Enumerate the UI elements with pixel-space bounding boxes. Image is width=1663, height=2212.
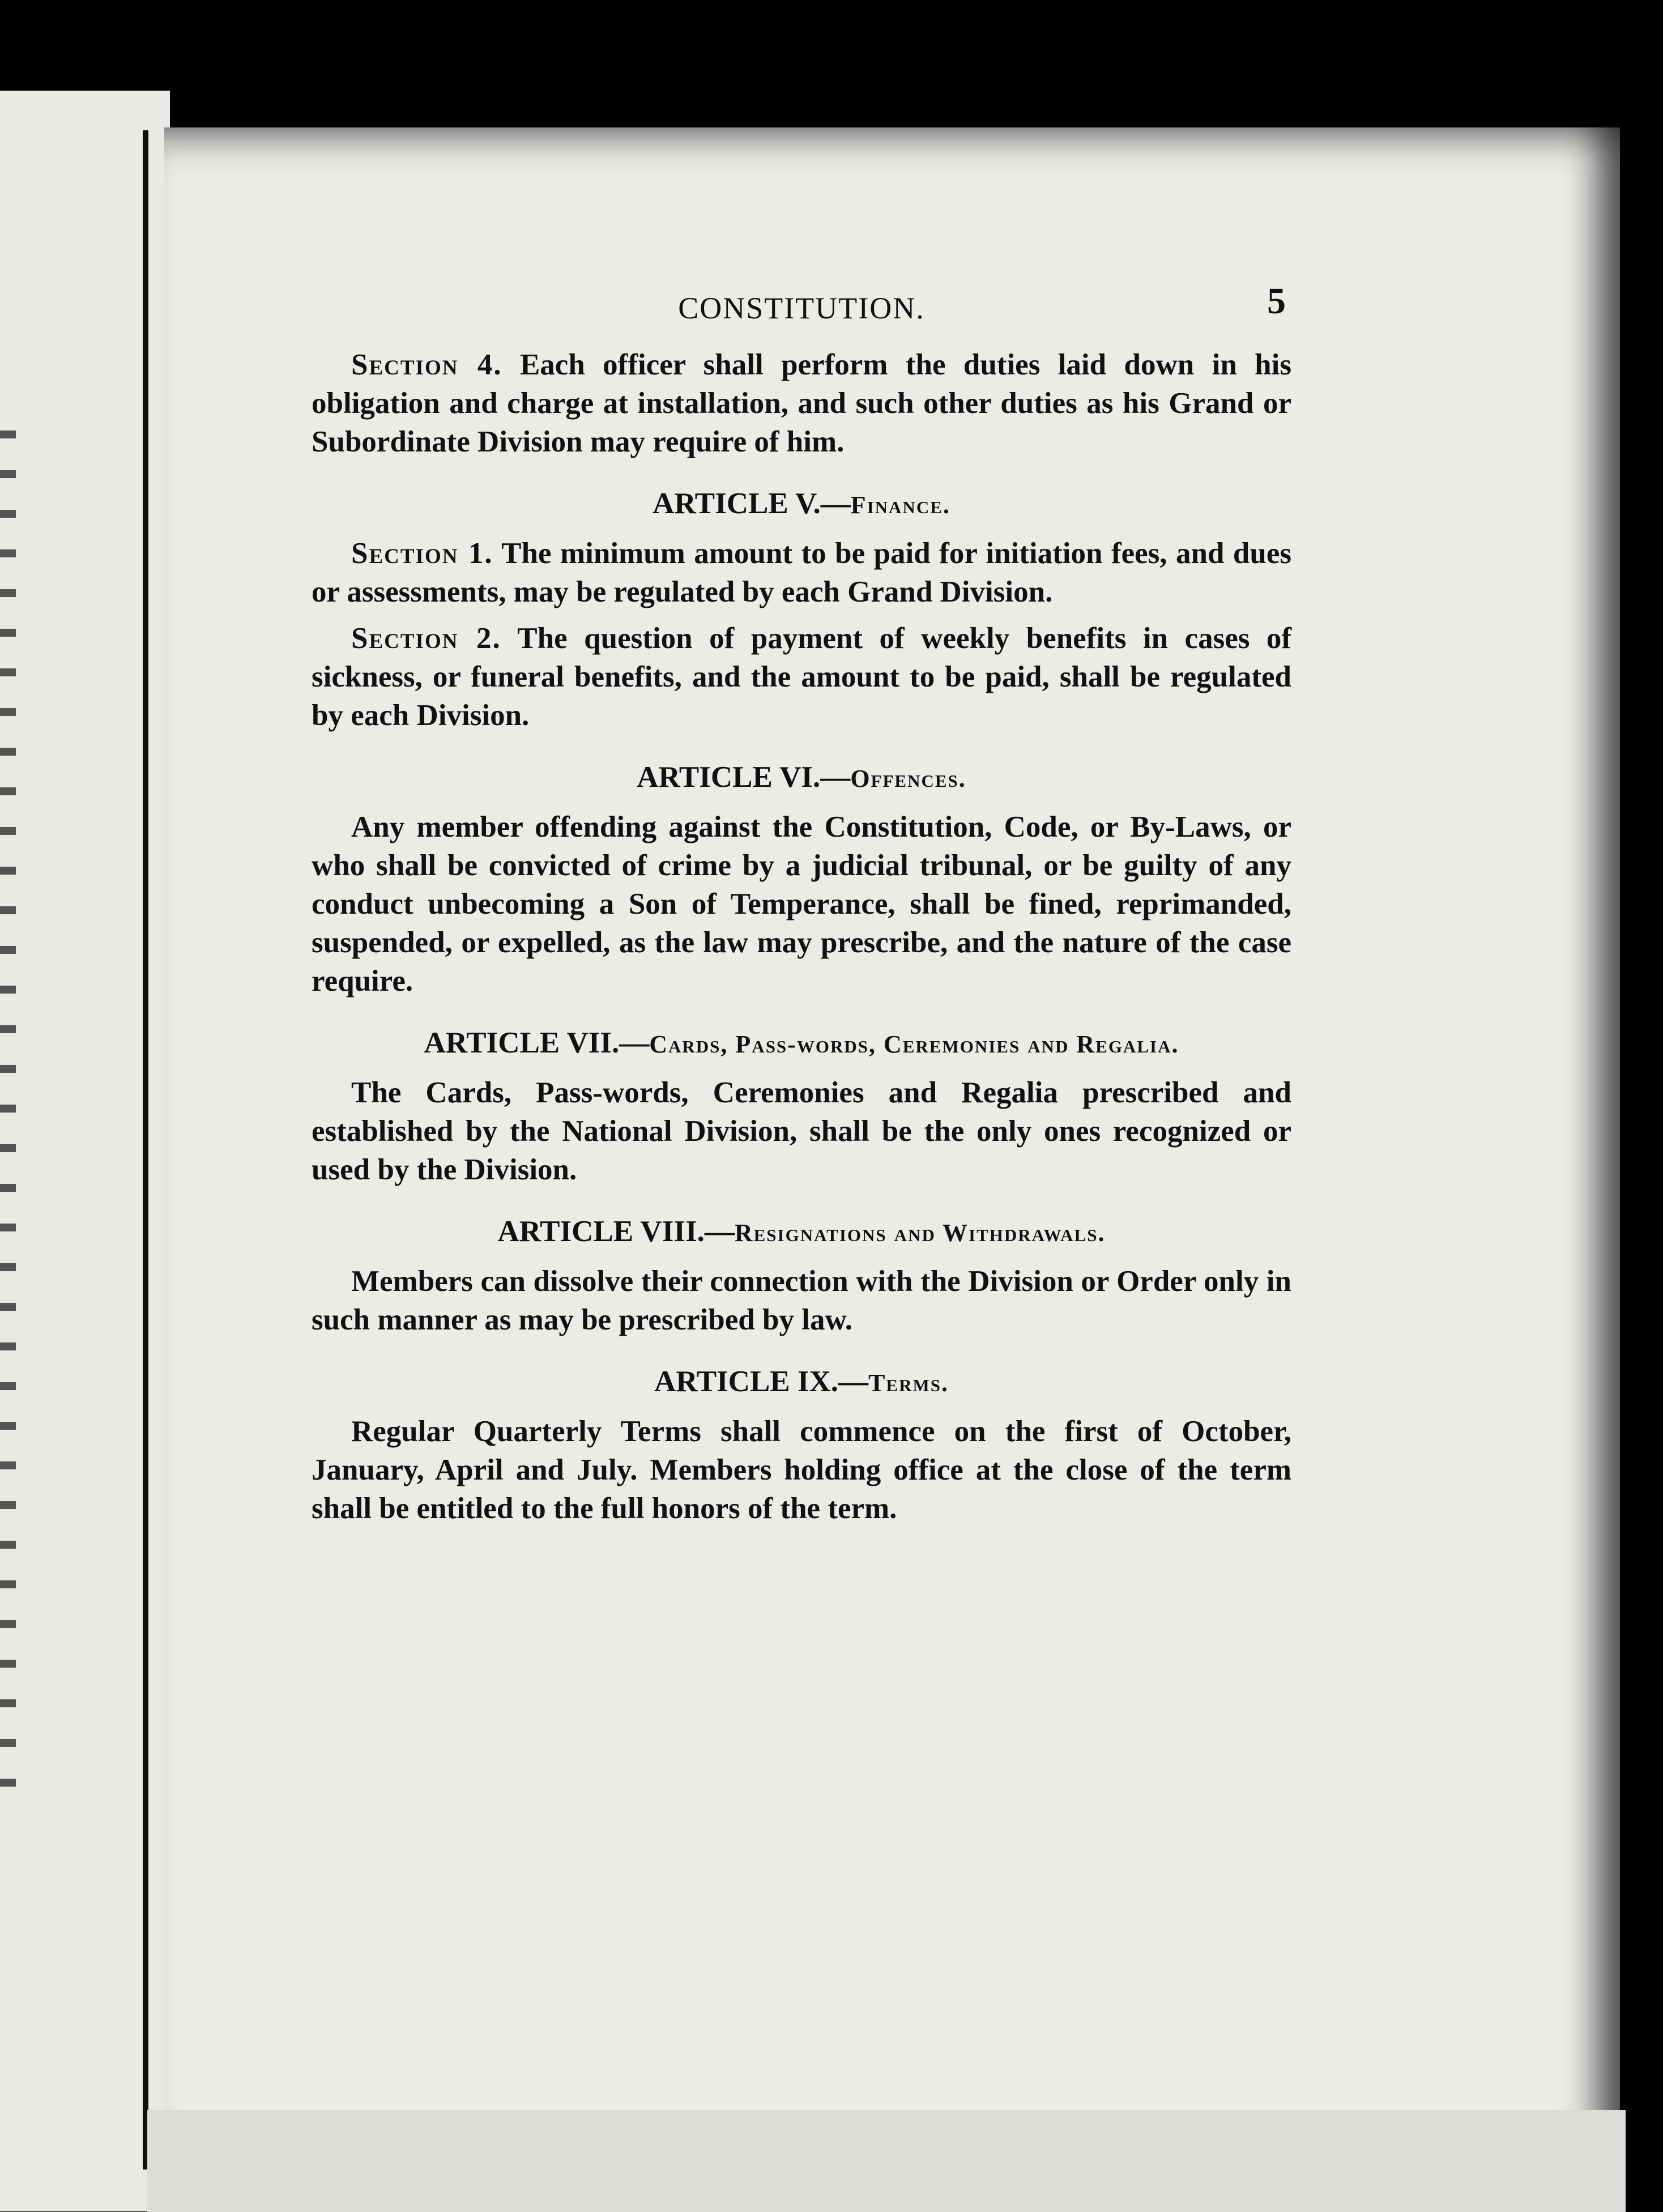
page-number: 5	[1267, 280, 1286, 322]
article-paragraph: The Cards, Pass-words, Ceremonies and Regalia prescribed and established by the National Division, shall be the only ones recognized or used by the Division.	[312, 1076, 1291, 1186]
article-heading	[312, 1363, 1291, 1402]
section-text: The minimum amount to be paid for initiation fees, and dues or assessments, may be regulated by each Grand Division.	[312, 537, 1292, 608]
running-title: CONSTITUTION.	[678, 291, 925, 325]
section-paragraph	[312, 619, 1291, 735]
section-paragraph	[312, 534, 1291, 611]
article-number: ARTICLE VII.—	[424, 1026, 650, 1059]
article-title: Offences.	[850, 765, 966, 792]
section-label: Section 2.	[351, 622, 501, 655]
article-paragraph: Regular Quarterly Terms shall commence on the first of October, January, April and July. Members holding office at the close of the term shall be entitled to the full honors of the term.	[312, 1415, 1291, 1525]
page-text	[312, 280, 1292, 1536]
section-4-paragraph	[312, 346, 1291, 461]
article-paragraph: Members can dissolve their connection with the Division or Order only in such manner as may be prescribed by law.	[312, 1265, 1291, 1336]
article-number: ARTICLE VIII.—	[497, 1215, 735, 1248]
facing-page-text-fragments	[0, 431, 16, 1790]
section-label: Section 1.	[351, 537, 493, 570]
section-text: Each officer shall perform the duties laid down in his obligation and charge at installation, and such other duties as his Grand or Subordinate Division may require of him.	[312, 348, 1291, 458]
article-heading	[312, 1213, 1291, 1252]
section-text: The question of payment of weekly benefits in cases of sickness, or funeral benefits, and the amount to be paid, shall be regulated by each Division.	[312, 622, 1292, 732]
article-number: ARTICLE V.—	[653, 487, 851, 520]
article-heading	[312, 485, 1291, 524]
page-bottom-edge	[147, 2110, 1626, 2212]
binding-gutter	[143, 130, 148, 2170]
running-head	[312, 280, 1291, 340]
article-heading	[312, 758, 1291, 798]
article-number: ARTICLE VI.—	[637, 761, 851, 794]
article-number: ARTICLE IX.—	[654, 1365, 869, 1398]
article-paragraph: Any member offending against the Constitution, Code, or By-Laws, or who shall be convicted of crime by a judicial tribunal, or be guilty of any conduct unbecoming a Son of Temperance, shall be fined, reprimanded, suspended, or expelled, as the law may prescribe, and the nature of the case require.	[312, 811, 1291, 998]
section-label: Section 4.	[351, 348, 502, 381]
article-title: Resignations and Withdrawals.	[734, 1219, 1106, 1247]
article-heading	[312, 1024, 1291, 1063]
article-title: Terms.	[868, 1369, 949, 1397]
article-title: Cards, Pass-words, Ceremonies and Regalia.	[649, 1030, 1179, 1058]
article-title: Finance.	[850, 491, 950, 519]
